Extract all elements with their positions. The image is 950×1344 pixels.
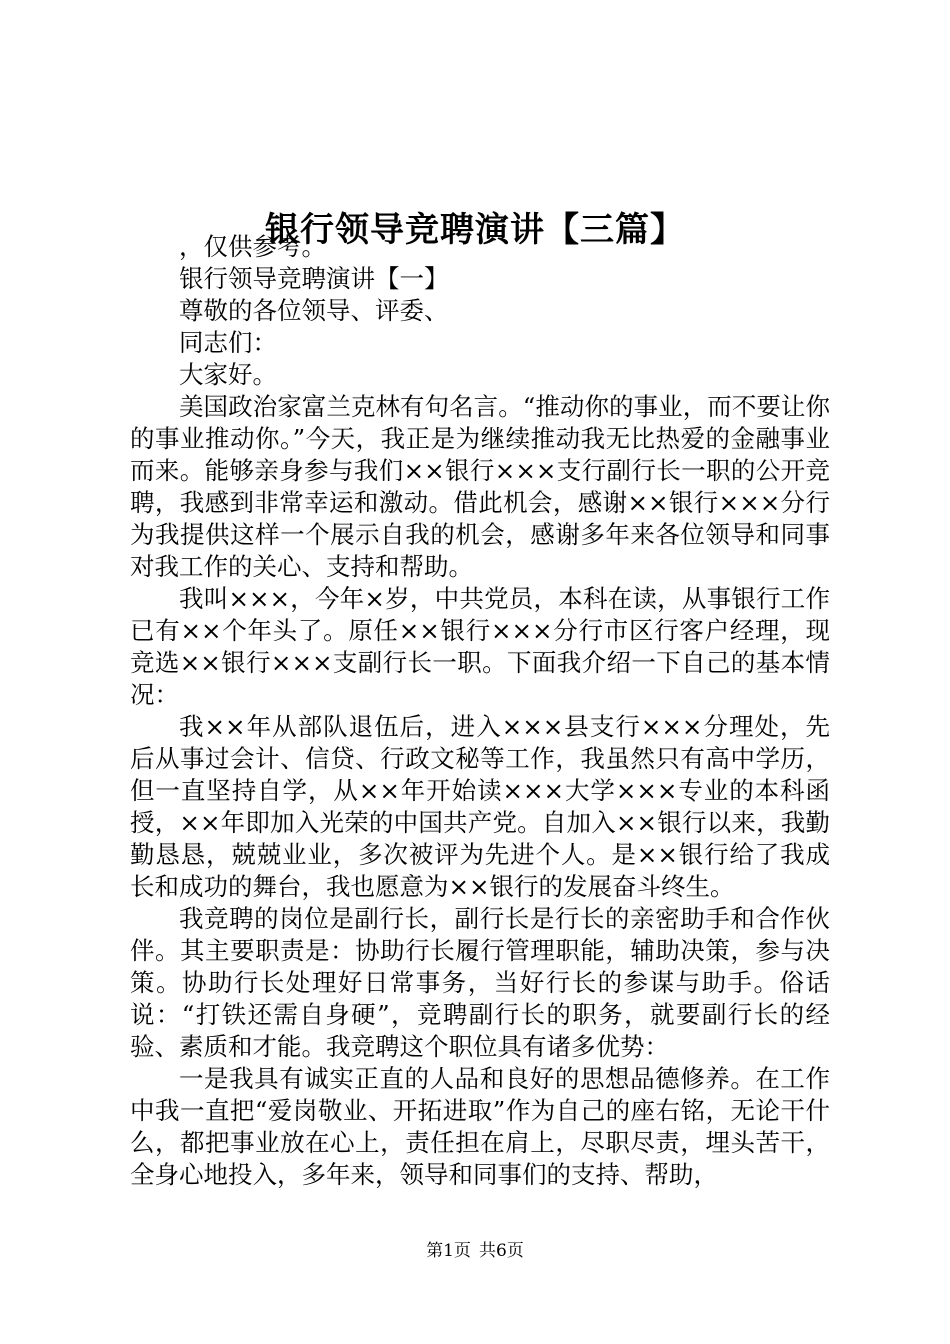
paragraph: 我叫×××，今年×岁，中共党员，本科在读，从事银行工作已有××个年头了。原任××银行×××分行市区行客户经理，现竞选××银行×××支副行长一职。下面我介绍一下自己的基本情况： xyxy=(130,584,830,709)
section-heading: 银行领导竞聘演讲【一】 xyxy=(179,264,449,293)
paragraph: 美国政治家富兰克林有句名言。“推动你的事业，而不要让你的事业推动你。”今天，我正是为继续推动我无比热爱的金融事业而来。能够亲身参与我们××银行×××支行副行长一职的公开竞聘，我感到非常幸运和激动。借此机会，感谢××银行×××分行为我提供这样一个展示自我的机会，感谢多年来各位领导和同事对我工作的关心、支持和帮助。 xyxy=(130,392,830,581)
paragraph: 大家好。 xyxy=(179,360,277,389)
document-title: 银行领导竞聘演讲【三篇】 xyxy=(265,209,685,250)
paragraph: 一是我具有诚实正直的人品和良好的思想品德修养。在工作中我一直把“爱岗敬业、开拓进取”作为自己的座右铭，无论干什么，都把事业放在心上，责任担在肩上，尽职尽责，埋头苦干，全身心地投入，多年来，领导和同事们的支持、帮助， xyxy=(130,1064,830,1189)
paragraph: ，仅供参考。 xyxy=(179,232,326,261)
document-body xyxy=(130,231,830,1191)
paragraph: 我××年从部队退伍后，进入×××县支行×××分理处，先后从事过会计、信贷、行政文秘等工作，我虽然只有高中学历，但一直坚持自学，从××年开始读×××大学×××专业的本科函授，××年即加入光荣的中国共产党。自加入××银行以来，我勤勤恳恳，兢兢业业，多次被评为先进个人。是××银行给了我成长和成功的舞台，我也愿意为××银行的发展奋斗终生。 xyxy=(130,712,830,901)
paragraph: 同志们： xyxy=(179,328,277,357)
paragraph: 尊敬的各位领导、评委、 xyxy=(179,296,449,325)
paragraph: 我竞聘的岗位是副行长，副行长是行长的亲密助手和合作伙伴。其主要职责是：协助行长履行管理职能，辅助决策，参与决策。协助行长处理好日常事务，当好行长的参谋与助手。俗话说：“打铁还需自身硬”，竞聘副行长的职务，就要副行长的经验、素质和才能。我竞聘这个职位具有诸多优势： xyxy=(130,904,830,1061)
page-total: 共6页 xyxy=(479,1241,524,1261)
page-number: 第1页 xyxy=(426,1241,471,1261)
page-footer xyxy=(0,1239,950,1263)
